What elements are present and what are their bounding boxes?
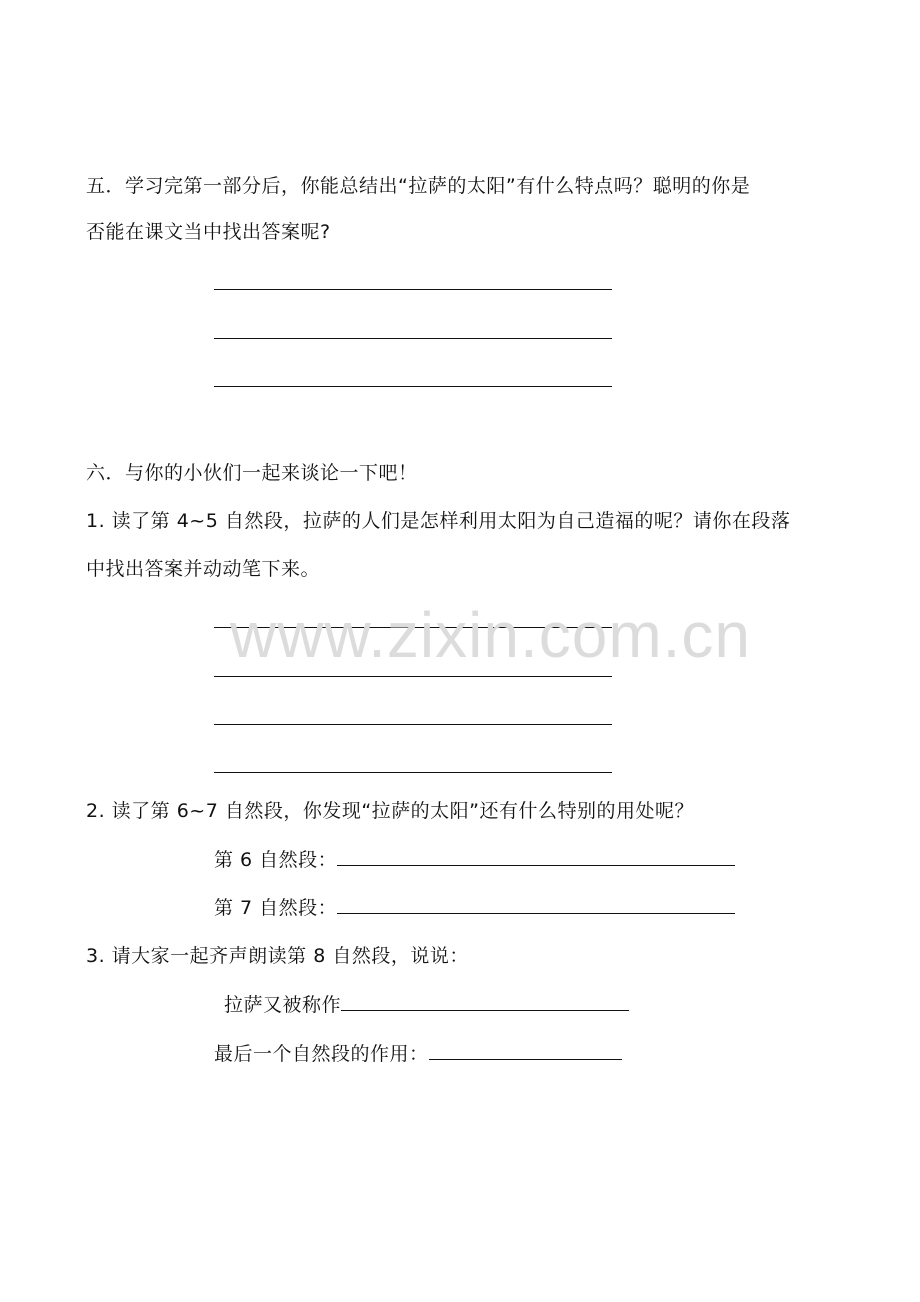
section6-heading: 六．与你的小伙们一起来谈论一下吧！ — [86, 462, 418, 484]
q3-alias-label: 拉萨又被称作 — [224, 994, 342, 1016]
answer-line-1b[interactable] — [214, 676, 612, 677]
q3-alias-row — [224, 991, 629, 1019]
q2-paragraph7-row — [214, 894, 735, 922]
answer-line-5b[interactable] — [214, 338, 612, 339]
section5-question-line2: 否能在课文当中找出答案呢? — [86, 221, 331, 243]
q2-paragraph7-label: 第 7 自然段： — [214, 897, 338, 919]
q3-role-label: 最后一个自然段的作用： — [214, 1043, 429, 1065]
section5-question-line1: 五．学习完第一部分后，你能总结出“拉萨的太阳”有什么特点吗？聪明的你是 — [86, 175, 751, 197]
q3-alias-blank[interactable] — [341, 992, 629, 1011]
q2-paragraph6-blank[interactable] — [337, 847, 735, 866]
answer-line-1d[interactable] — [214, 772, 612, 773]
q2-paragraph6-row — [214, 846, 735, 874]
answer-line-5c[interactable] — [214, 386, 612, 387]
q1-line1: 1. 读了第 4~5 自然段，拉萨的人们是怎样利用太阳为自己造福的呢？请你在段落 — [86, 510, 791, 532]
q3-role-blank[interactable] — [429, 1041, 622, 1060]
q1-line2: 中找出答案并动动笔下来。 — [86, 558, 321, 580]
answer-line-5a[interactable] — [214, 289, 612, 290]
q2-text: 2. 读了第 6~7 自然段，你发现“拉萨的太阳”还有什么特别的用处呢？ — [86, 800, 695, 822]
q3-role-row — [214, 1040, 622, 1068]
q2-paragraph7-blank[interactable] — [337, 895, 735, 914]
q3-text: 3. 请大家一起齐声朗读第 8 自然段，说说： — [86, 945, 469, 967]
watermark-text: www.zixin.com.cn — [230, 599, 751, 671]
answer-line-1a[interactable] — [214, 627, 612, 628]
answer-line-1c[interactable] — [214, 724, 612, 725]
q2-paragraph6-label: 第 6 自然段： — [214, 849, 338, 871]
